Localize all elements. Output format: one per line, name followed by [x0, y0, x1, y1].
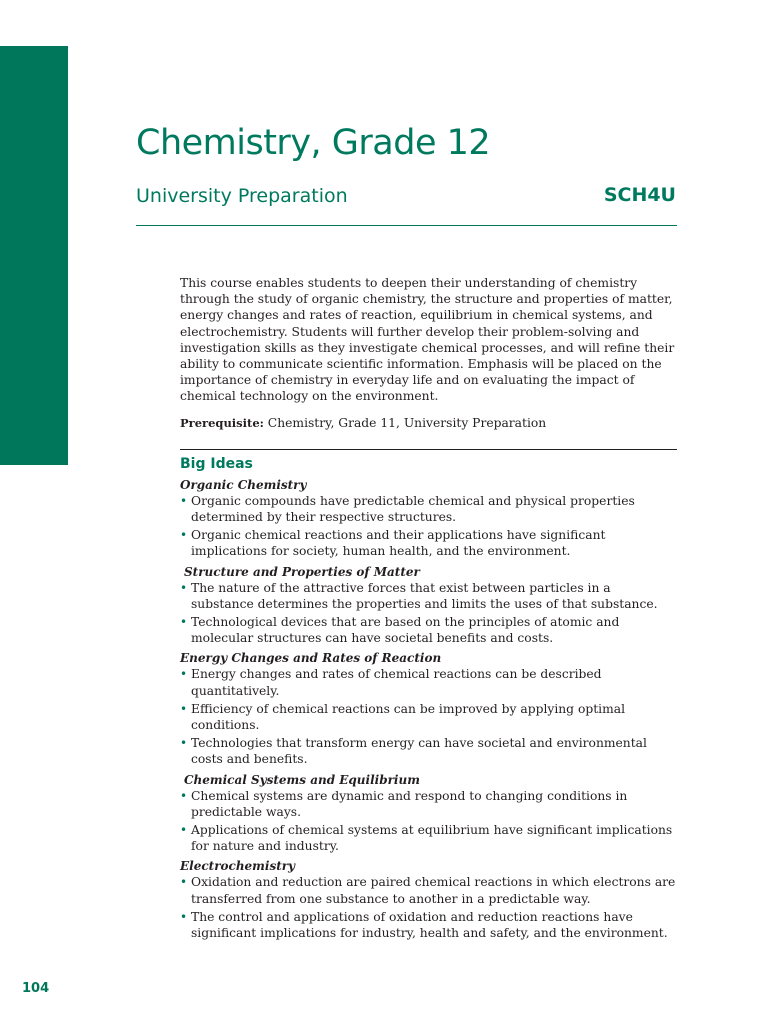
title-divider — [136, 225, 677, 226]
bullet-icon: • — [180, 909, 188, 924]
bullet-icon: • — [180, 736, 188, 751]
big-idea-group-organic-chemistry — [180, 477, 677, 560]
bullet-icon: • — [180, 493, 188, 508]
list-item: • Efficiency of chemical reactions can be improved by applying optimal conditions. — [180, 701, 626, 733]
course-content — [180, 275, 677, 945]
bullet-icon: • — [180, 875, 188, 890]
course-type: University Preparation — [136, 185, 348, 207]
side-color-bar — [0, 46, 68, 465]
bullet-icon: • — [180, 667, 188, 682]
list-item: • Chemical systems are dynamic and respond to changing conditions in predictable ways. — [180, 788, 628, 819]
list-item: • The nature of the attractive forces that exist between particles in a substance determines the properties and limits the uses of that substance. — [180, 580, 658, 611]
group-heading: Chemical Systems and Equilibrium — [184, 772, 420, 787]
list-item: • Organic chemical reactions and their applications have significant implications for society, human health, and the environment. — [180, 528, 606, 559]
page-number: 104 — [22, 981, 50, 996]
bullet-icon: • — [180, 615, 188, 630]
list-item: • Applications of chemical systems at equilibrium have significant implications for nature and industry. — [180, 823, 673, 854]
group-heading: Structure and Properties of Matter — [184, 564, 420, 579]
list-item: • Organic compounds have predictable chemical and physical properties determined by their respective structures. — [180, 493, 635, 525]
big-idea-group-energy-changes — [180, 650, 677, 767]
course-code: SCH4U — [603, 184, 676, 206]
page-title: Chemistry, Grade 12 — [136, 123, 491, 163]
prerequisite-value: Chemistry, Grade 11, University Preparation — [263, 415, 547, 430]
group-heading: Energy Changes and Rates of Reaction — [180, 651, 442, 666]
list-item: • Energy changes and rates of chemical reactions can be described quantitatively. — [180, 667, 602, 698]
list-item: • Oxidation and reduction are paired chemical reactions in which electrons are transferred from one substance to another in a predictable way. — [180, 875, 676, 906]
list-item: • Technologies that transform energy can have societal and environmental costs and benefits. — [180, 736, 647, 767]
list-item: • Technological devices that are based on the principles of atomic and molecular structures can have societal benefits and costs. — [180, 615, 620, 646]
group-heading: Organic Chemistry — [180, 477, 307, 492]
bullet-icon: • — [180, 528, 188, 543]
prerequisite — [180, 415, 677, 431]
big-idea-group-chemical-systems — [180, 772, 677, 855]
list-item: • The control and applications of oxidation and reduction reactions have significant implications for industry, health and safety, and the environment. — [180, 909, 668, 941]
big-idea-group-electrochemistry — [180, 858, 677, 941]
bullet-icon: • — [180, 701, 188, 716]
big-ideas-divider — [180, 449, 677, 450]
bullet-icon: • — [180, 788, 188, 803]
prerequisite-label: Prerequisite: — [180, 415, 264, 430]
big-idea-group-structure-properties — [180, 564, 677, 647]
group-heading: Electrochemistry — [180, 859, 296, 874]
big-ideas-heading: Big Ideas — [180, 455, 253, 472]
bullet-icon: • — [180, 823, 188, 838]
bullet-icon: • — [180, 580, 188, 595]
course-description: This course enables students to deepen their understanding of chemistry through the study of organic chemistry, the structure and properties of matter, energy changes and rates of reaction, equilibrium in chemical systems, and electrochemistry. Students will further develop their problem-solving and investigation skills as they investigate chemical processes, and will refine their ability to communicate scientific information. Emphasis will be placed on the importance of chemistry in everyday life and on evaluating the impact of chemical technology on the environment. — [180, 276, 675, 404]
